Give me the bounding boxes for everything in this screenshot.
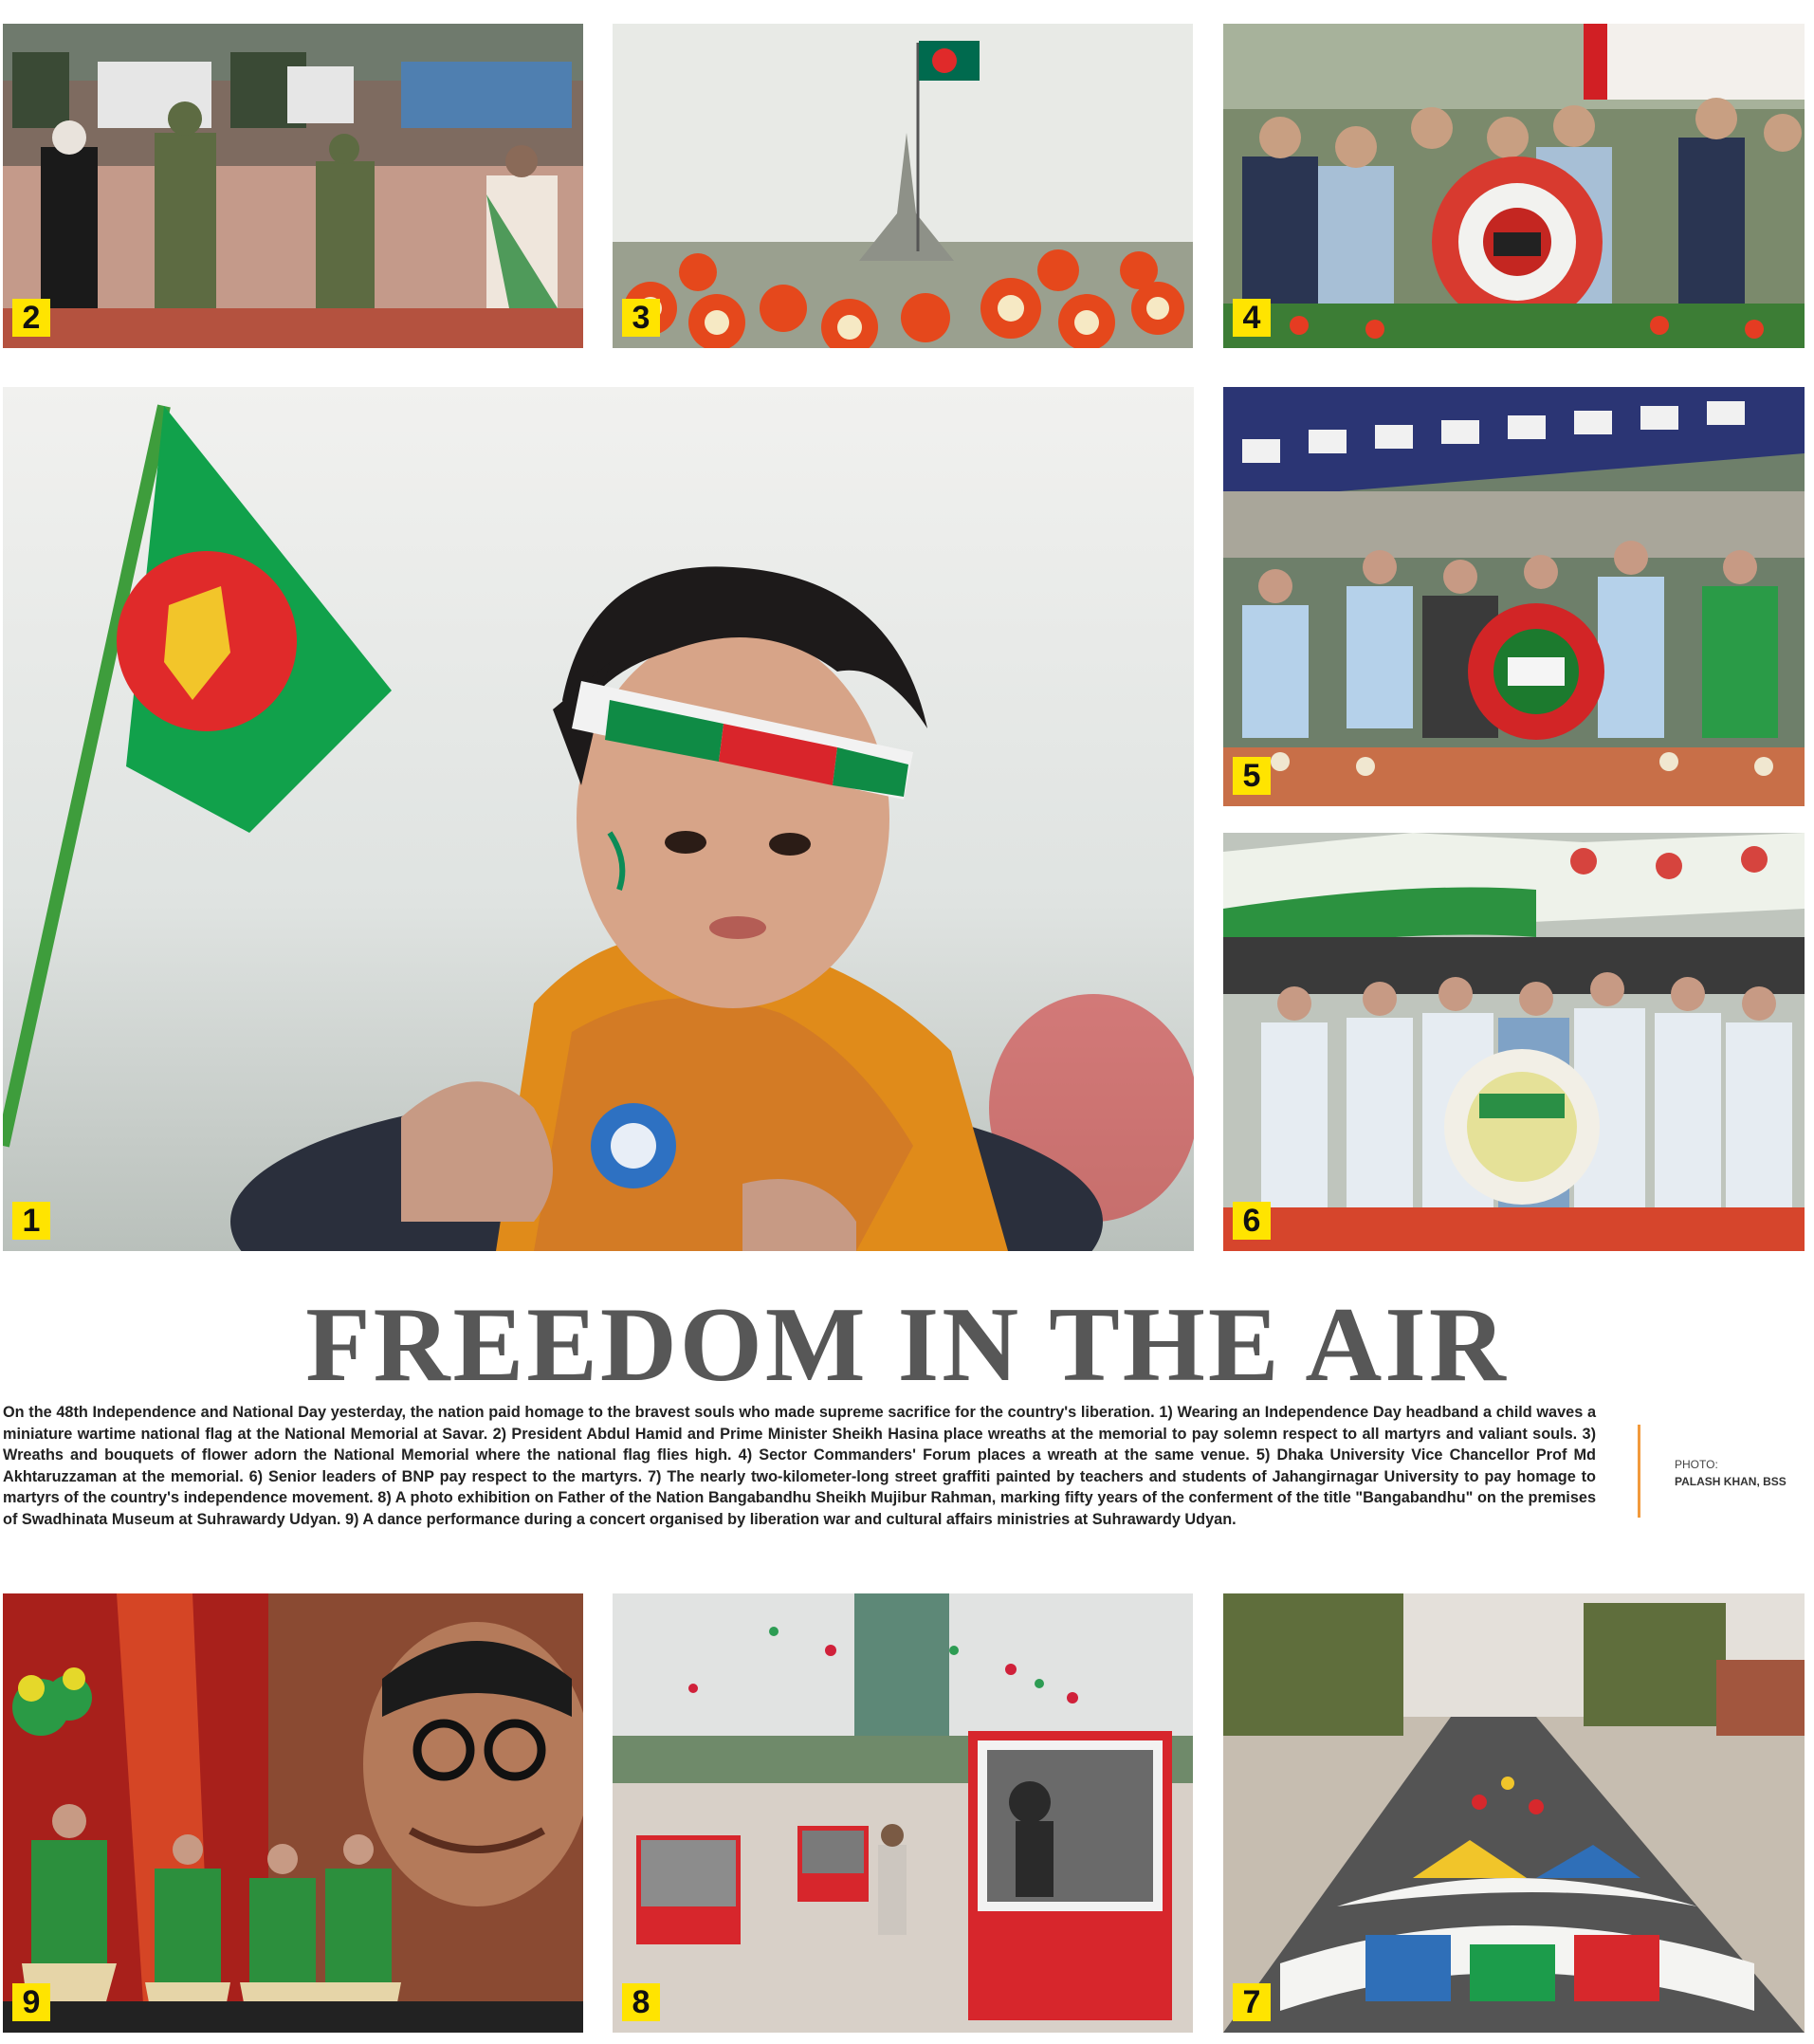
photo-6-number: 6 [1233, 1202, 1271, 1240]
photo-2 [3, 24, 583, 348]
photo-credit-label: PHOTO: [1675, 1458, 1718, 1471]
photo-7 [1223, 1593, 1805, 2033]
photo-7-illustration [1223, 1593, 1805, 2033]
photo-1-number: 1 [12, 1202, 50, 1240]
photo-5 [1223, 387, 1805, 806]
photo-3-illustration [613, 24, 1193, 348]
photo-5-illustration [1223, 387, 1805, 806]
photo-2-illustration [3, 24, 583, 348]
photo-1-illustration [3, 387, 1194, 1251]
photo-9-illustration [3, 1593, 583, 2033]
photo-8 [613, 1593, 1193, 2033]
photo-6-illustration [1223, 833, 1805, 1251]
photo-9 [3, 1593, 583, 2033]
photo-8-illustration [613, 1593, 1193, 2033]
photo-8-number: 8 [622, 1983, 660, 2021]
photo-credit-name: PALASH KHAN, BSS [1675, 1475, 1787, 1488]
credit-divider [1638, 1425, 1640, 1518]
photo-5-number: 5 [1233, 757, 1271, 795]
photo-1 [3, 387, 1194, 1251]
photo-7-number: 7 [1233, 1983, 1271, 2021]
caption-body: On the 48th Independence and National Day yesterday, the nation paid homage to the bravest souls who made supreme sacrifice for the country's liberation. 1) Wearing an Independence Day headband a child waves a miniature wartime national flag at the National Memorial at Savar. 2) President Abdul Hamid and Prime Minister Sheikh Hasina place wreaths at the memorial to pay solemn respect to all martyrs and valiant souls. 3) Wreaths and bouquets of flower adorn the National Memorial where the national flag flies high. 4) Sector Commanders' Forum places a wreath at the same venue. 5) Dhaka University Vice Chancellor Prof Md Akhtaruzzaman at the memorial. 6) Senior leaders of BNP pay respect to the martyrs. 7) The nearly two-kilometer-long street graffiti painted by teachers and students of Jahangirnagar University to pay homage to martyrs of the country's independence movement. 8) A photo exhibition on Father of the Nation Bangabandhu Sheikh Mujibur Rahman, marking fifty years of the conferment of the title "Bangabandhu" on the premises of Swadhinata Museum at Suhrawardy Udyan. 9) A dance performance during a concert organised by liberation war and cultural affairs ministries at Suhrawardy Udyan. [3, 1404, 1596, 1528]
photo-3 [613, 24, 1193, 348]
photo-6 [1223, 833, 1805, 1251]
photo-4 [1223, 24, 1805, 348]
photo-2-number: 2 [12, 299, 50, 337]
photo-4-number: 4 [1233, 299, 1271, 337]
photo-4-illustration [1223, 24, 1805, 348]
headline: FREEDOM IN THE AIR [305, 1286, 1509, 1404]
photo-3-number: 3 [622, 299, 660, 337]
photo-credit [1675, 1456, 1787, 1490]
photo-9-number: 9 [12, 1983, 50, 2021]
